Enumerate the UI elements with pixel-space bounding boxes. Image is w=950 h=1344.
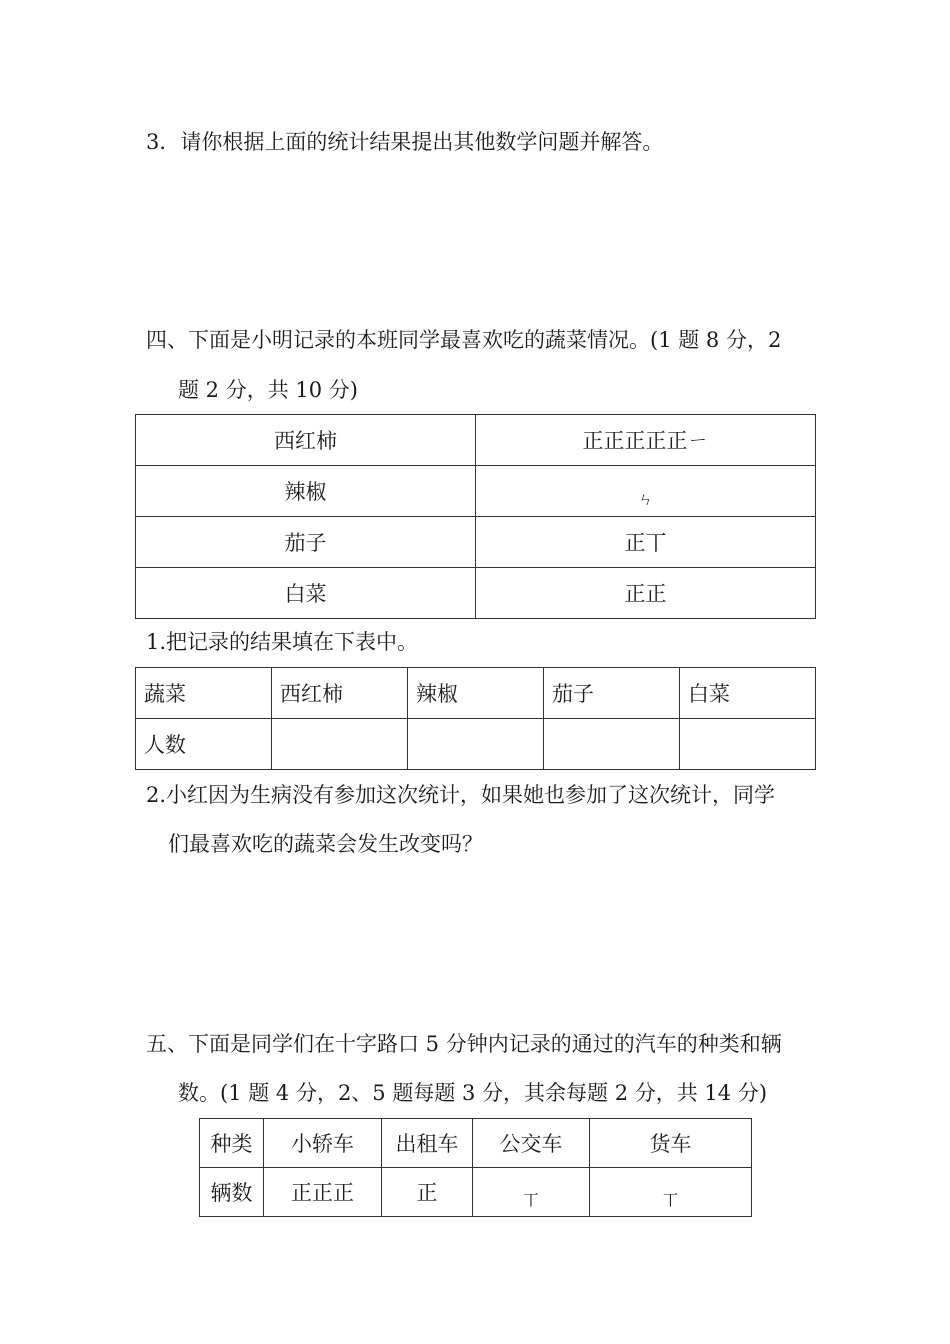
table-row (136, 517, 816, 568)
answer-cell[interactable] (272, 719, 408, 770)
section-4-title-line-1: 四、下面是小明记录的本班同学最喜欢吃的蔬菜情况。(1 题 8 分，2 (146, 328, 782, 352)
answer-cell[interactable] (680, 719, 816, 770)
tally-cell (473, 1168, 590, 1217)
section-5-title-line-2: 数。(1 题 4 分，2、5 题每题 3 分，其余每题 2 分，共 14 分) (178, 1081, 768, 1105)
header-cell: 公交车 (473, 1119, 590, 1168)
tally-marks: ㄣ (637, 490, 653, 508)
answer-cell[interactable] (544, 719, 680, 770)
vegetable-tally-table (135, 414, 816, 619)
answer-cell[interactable] (408, 719, 544, 770)
header-cell: 白菜 (680, 668, 816, 719)
vegetable-count-table (135, 667, 816, 770)
header-cell: 蔬菜 (136, 668, 272, 719)
row-label-cell: 人数 (136, 719, 272, 770)
table-row (136, 415, 816, 466)
tally-cell (476, 466, 816, 517)
section-4-question-1: 1.把记录的结果填在下表中。 (146, 630, 419, 654)
tally-cell: 正丅 (476, 517, 816, 568)
header-cell: 种类 (200, 1119, 264, 1168)
table-row (200, 1168, 752, 1217)
section-4-question-2-line-1: 2.小红因为生病没有参加这次统计，如果她也参加了这次统计，同学 (146, 783, 776, 807)
header-cell: 茄子 (544, 668, 680, 719)
question-3: 3．请你根据上面的统计结果提出其他数学问题并解答。 (146, 130, 664, 154)
section-4-question-2-line-2: 们最喜欢吃的蔬菜会发生改变吗？ (168, 832, 483, 856)
vegetable-cell: 茄子 (136, 517, 476, 568)
section-5-title-line-1: 五、下面是同学们在十字路口 5 分钟内记录的通过的汽车的种类和辆 (146, 1032, 782, 1056)
table-row (136, 719, 816, 770)
row-label-cell: 辆数 (200, 1168, 264, 1217)
section-4-title-line-2: 题 2 分，共 10 分) (178, 378, 358, 402)
tally-cell: 正正正 (264, 1168, 382, 1217)
header-cell: 小轿车 (264, 1119, 382, 1168)
table-row (136, 568, 816, 619)
header-cell: 出租车 (382, 1119, 473, 1168)
tally-cell (590, 1168, 752, 1217)
vegetable-cell: 白菜 (136, 568, 476, 619)
header-cell: 西红柿 (272, 668, 408, 719)
tally-cell: 正 (382, 1168, 473, 1217)
table-row (136, 466, 816, 517)
header-cell: 辣椒 (408, 668, 544, 719)
table-row (200, 1119, 752, 1168)
tally-cell: 正正 (476, 568, 816, 619)
tally-marks: 丅 (662, 1191, 678, 1209)
tally-marks: 丅 (523, 1191, 539, 1209)
vegetable-cell: 辣椒 (136, 466, 476, 517)
vegetable-cell: 西红柿 (136, 415, 476, 466)
car-tally-table (199, 1118, 752, 1217)
tally-cell: 正正正正正ㄧ (476, 415, 816, 466)
table-row (136, 668, 816, 719)
header-cell: 货车 (590, 1119, 752, 1168)
